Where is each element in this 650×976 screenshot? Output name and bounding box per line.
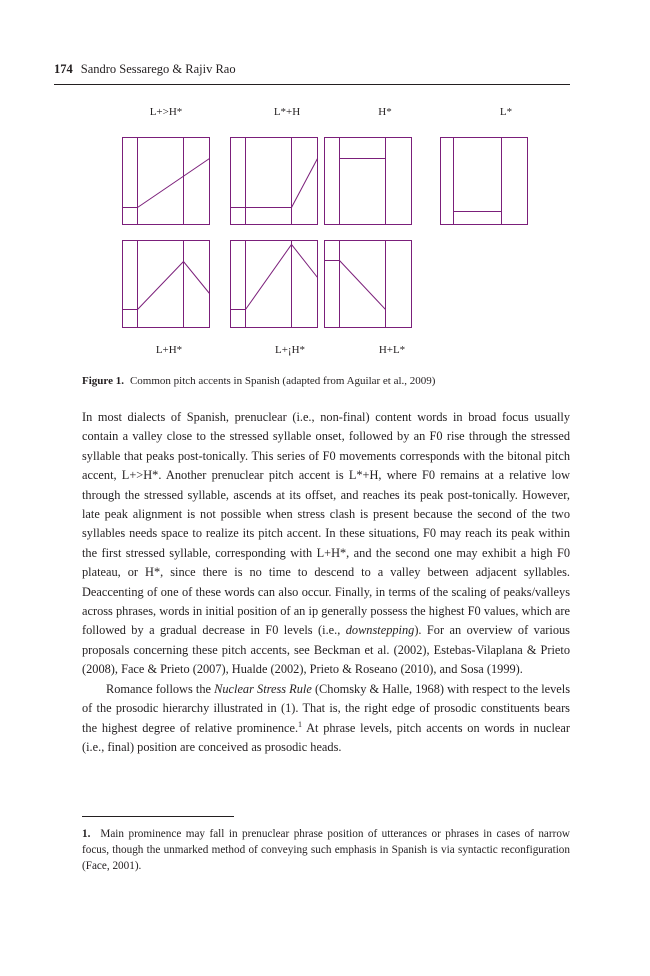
- paragraph-1: [82, 408, 570, 680]
- contour-Lstar-H: [231, 138, 318, 225]
- footnote-rule: [82, 816, 234, 817]
- paragraph-2-start: Romance follows the: [106, 681, 215, 696]
- accent-label-Hstar: H*: [378, 106, 392, 118]
- page-number: 174: [54, 62, 73, 76]
- figure-caption: [82, 375, 572, 387]
- paragraph-2-end: At phrase levels, pitch accents on words in nuclear (i.e., final) position are conceived as prosodic heads.: [82, 720, 570, 754]
- footnote-marker: 1: [298, 719, 303, 729]
- accent-label-Lstar: L*: [499, 106, 513, 118]
- contour-L-upstep-Hstar: [231, 241, 318, 328]
- body-text: [82, 408, 570, 757]
- accent-label-L-upstep-Hstar: L+¡H*: [274, 344, 306, 356]
- contour-L-H-late: [123, 138, 210, 225]
- contour-L-Hstar: [123, 241, 210, 328]
- paragraph-2-emphasis: Nuclear Stress Rule: [214, 681, 312, 696]
- footnote: [82, 826, 570, 874]
- accent-label-H-Lstar: H+L*: [378, 344, 406, 356]
- accent-label-Lstar-H: L*+H: [273, 106, 301, 118]
- caption-text: Common pitch accents in Spanish (adapted from Aguilar et al., 2009): [129, 375, 436, 387]
- contour-H-Lstar: [325, 241, 412, 328]
- paragraph-2: [82, 680, 570, 758]
- footnote-number: 1.: [82, 828, 91, 840]
- paragraph-1-end: ). For an overview of various proposals concerning these pitch accents, see Beckman et al. (2002), Estebas-Vilaplana & Prieto (2008), Face & Prieto (2007), Hualde (2002), Prieto & Roseano (2010), and Sosa (1999).: [82, 623, 570, 677]
- contour-Lstar: [441, 138, 528, 225]
- paragraph-1-text: In most dialects of Spanish, prenuclear (i.e., non-final) content words in broad focus usually contain a valley close to the stressed syllable onset, followed by an F0 rise through the stressed syllable that peaks post-tonically. This series of F0 movements corresponds with the bitonal pitch accent, L+>H*. Another prenuclear pitch accent is L*+H, where F0 remains at a relative low through the stressed syllable, ascends at its offset, and reaches its peak post-tonically. However, late peak alignment is not possible when stress clash is present because the second of the two syllables needs space to realize its pitch accent. In these situations, F0 may reach its peak within the first stressed syllable, corresponding with L+H*, and the second one may exhibit a high F0 plateau, or H*, since there is no time to descend to a valley between adjacent syllables. Deaccenting of one of these words can also occur. Finally, in terms of the scaling of peaks/valleys across phrases, words in initial position of an ip generally possess the highest F0 values, which are followed by a gradual decrease in F0 levels (i.e.,: [82, 410, 570, 638]
- paragraph-2-middle: (Chomsky & Halle, 1968) with respect to the levels of the prosodic hierarchy illustrated in (1). That is, the right edge of prosodic constituents bears the highest degree of relative prominence.: [82, 681, 571, 735]
- accent-label-L-Hstar: L+H*: [155, 344, 183, 356]
- header-authors: Sandro Sessarego & Rajiv Rao: [80, 62, 236, 76]
- caption-label: Figure 1.: [82, 375, 124, 387]
- footnote-text: Main prominence may fall in prenuclear phrase position of utterances or phrases in cases of narrow focus, though the unmarked method of conveying such emphasis in Spanish is via syntactic reconfiguration (Face, 2001).: [82, 828, 570, 872]
- accent-label-L-H-late: L+>H*: [149, 106, 183, 118]
- pitch-contour-diagrams: [0, 0, 650, 380]
- pitch-accent-figure: [0, 0, 650, 380]
- paragraph-1-emphasis: downstepping: [345, 623, 415, 638]
- contour-Hstar: [325, 138, 412, 225]
